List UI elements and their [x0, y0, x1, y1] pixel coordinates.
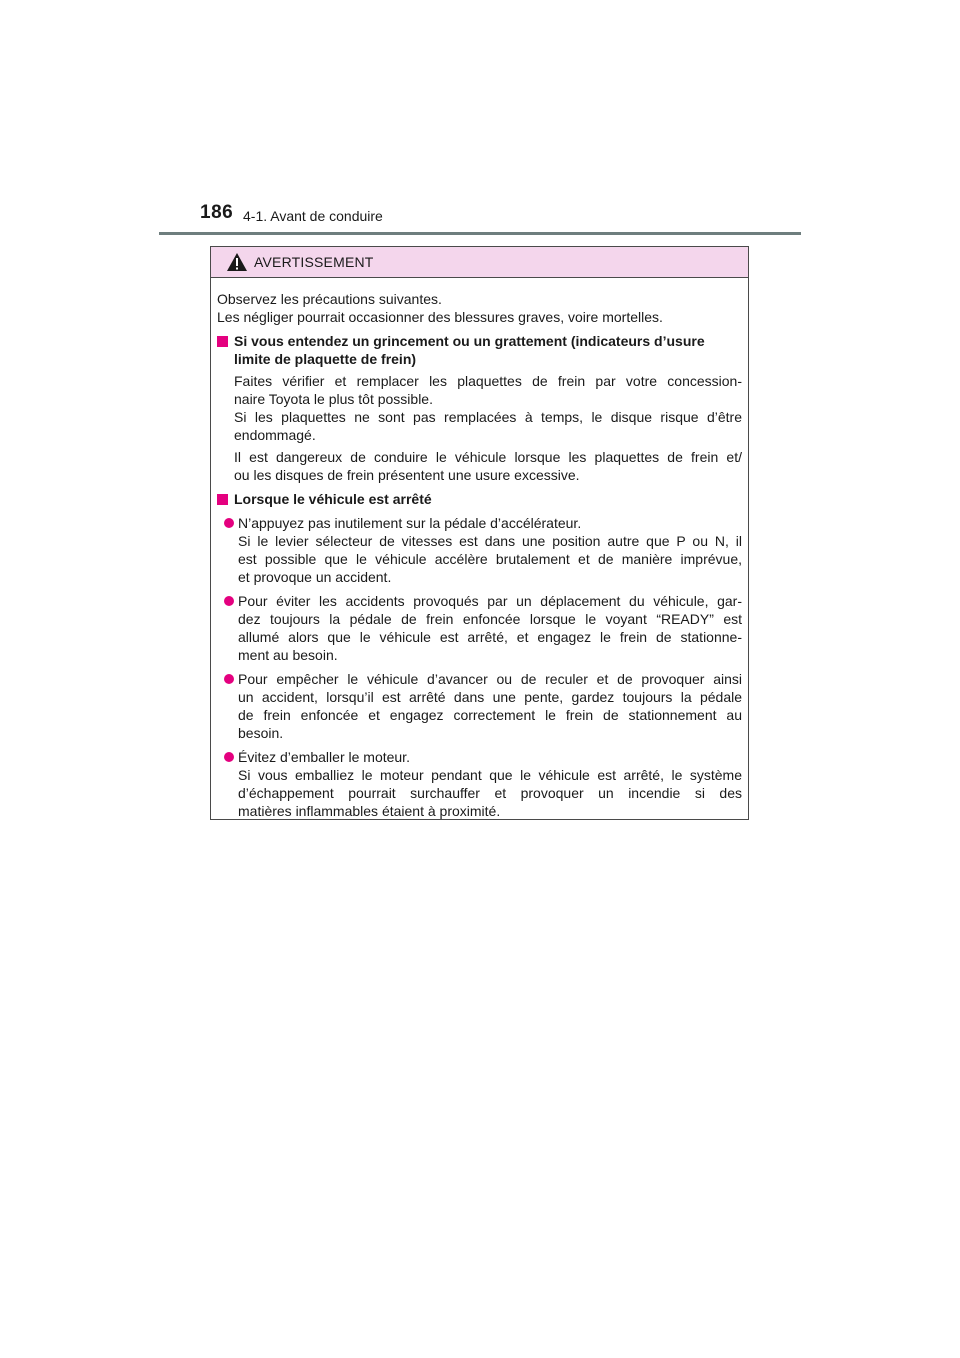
section-title: 4-1. Avant de conduire	[243, 208, 383, 224]
list-item-text	[238, 514, 742, 586]
warning-title: AVERTISSEMENT	[254, 254, 374, 270]
circle-bullet-icon	[224, 752, 234, 762]
section-heading	[217, 490, 742, 508]
circle-bullet-icon	[224, 596, 234, 606]
page-number: 186	[200, 202, 234, 223]
item-line: d’échappement pourrait surchauffer et provoquer un incendie si des	[238, 785, 742, 801]
section-heading	[217, 332, 742, 368]
item-line: dez toujours la pédale de frein enfoncée lorsque le voyant “READY” est	[238, 611, 742, 627]
square-bullet-icon	[217, 336, 228, 347]
list-item-text	[238, 670, 742, 742]
list-item	[217, 592, 742, 664]
item-line: besoin.	[238, 725, 284, 741]
paragraph	[234, 372, 742, 444]
list-item	[217, 514, 742, 586]
item-line: Si le levier sélecteur de vitesses est dans une position autre que P ou N, il	[238, 533, 742, 549]
paragraph-line: Faites vérifier et remplacer les plaquettes de frein par votre concession-	[234, 373, 742, 389]
paragraph-line: Si les plaquettes ne sont pas remplacées à temps, le disque risque d’être	[234, 409, 742, 425]
item-line: matières inflammables étaient à proximité.	[238, 803, 501, 819]
paragraph-line: Il est dangereux de conduire le véhicule lorsque les plaquettes de frein et/	[234, 449, 742, 465]
paragraph	[234, 448, 742, 484]
item-line: Évitez d’emballer le moteur.	[238, 749, 410, 765]
heading-line: Lorsque le véhicule est arrêté	[234, 491, 432, 507]
item-line: ment au besoin.	[238, 647, 338, 663]
section-body	[217, 372, 742, 484]
intro-line: Observez les précautions suivantes.	[217, 291, 442, 307]
heading-line: limite de plaquette de frein)	[234, 351, 417, 367]
paragraph-line: endommagé.	[234, 427, 316, 443]
paragraph-line: naire Toyota le plus tôt possible.	[234, 391, 433, 407]
section-vehicle-stopped	[217, 490, 742, 820]
item-line: de frein enfoncée et engagez correctement le frein de stationnement au	[238, 707, 742, 723]
list-item	[217, 748, 742, 820]
header-rule	[159, 232, 801, 235]
warning-triangle-icon	[226, 252, 248, 272]
item-line: N’appuyez pas inutilement sur la pédale d’accélérateur.	[238, 515, 582, 531]
item-line: allumé alors que le véhicule est arrêté, et engagez le frein de stationne-	[238, 629, 742, 645]
warning-body	[211, 278, 748, 820]
circle-bullet-icon	[224, 518, 234, 528]
list-item-text	[238, 592, 742, 664]
item-line: est possible que le véhicule accélère brutalement et de manière imprévue,	[238, 551, 742, 567]
item-line: Pour éviter les accidents provoqués par un déplacement du véhicule, gar-	[238, 593, 742, 609]
heading-line: Si vous entendez un grincement ou un grattement (indicateurs d’usure	[234, 333, 705, 349]
intro-line: Les négliger pourrait occasionner des blessures graves, voire mortelles.	[217, 309, 663, 325]
item-line: Si vous emballiez le moteur pendant que le véhicule est arrêté, le système	[238, 767, 742, 783]
section-brake-pad-wear	[217, 332, 742, 484]
section-heading-text	[234, 332, 705, 368]
warning-box	[210, 246, 749, 820]
paragraph-line: ou les disques de frein présentent une usure excessive.	[234, 467, 580, 483]
item-line: Pour empêcher le véhicule d’avancer ou de reculer et de provoquer ainsi	[238, 671, 742, 687]
item-line: un accident, lorsqu’il est arrêté dans une pente, gardez toujours la pédale	[238, 689, 742, 705]
list-item	[217, 670, 742, 742]
list-item-text	[238, 748, 742, 820]
warning-header	[211, 247, 748, 278]
item-line: et provoque un accident.	[238, 569, 392, 585]
square-bullet-icon	[217, 494, 228, 505]
circle-bullet-icon	[224, 674, 234, 684]
